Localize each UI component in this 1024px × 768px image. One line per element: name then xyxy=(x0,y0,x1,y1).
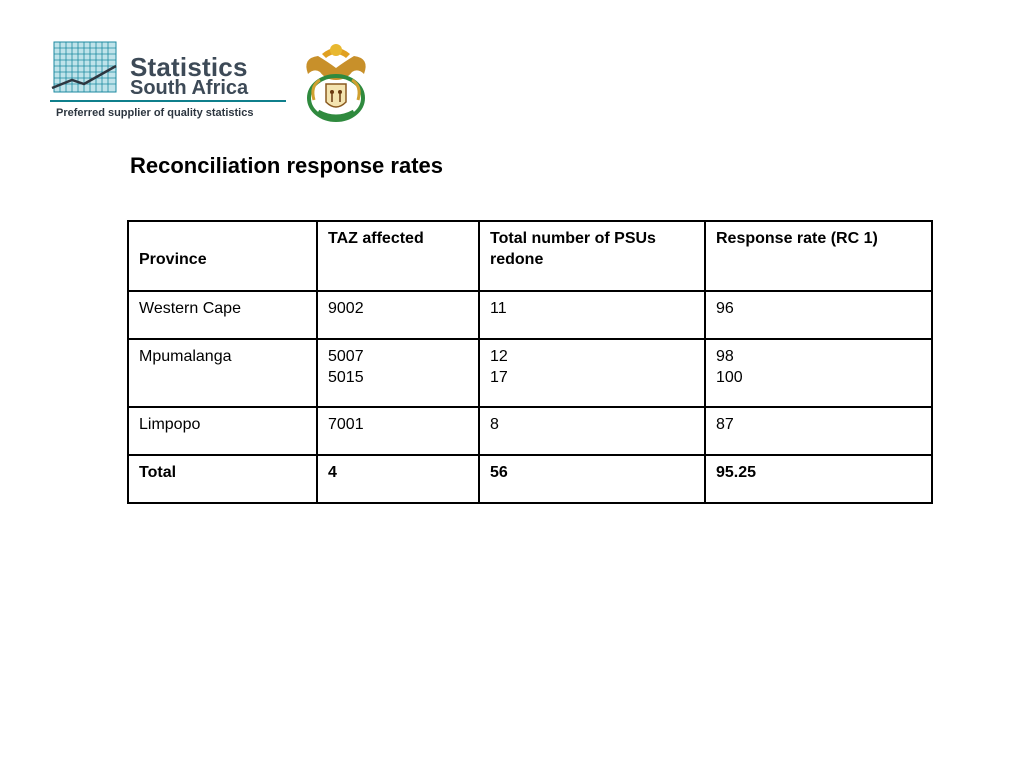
cell-total-taz: 4 xyxy=(317,455,479,503)
cell-taz xyxy=(317,339,479,407)
coat-of-arms-icon xyxy=(300,40,372,122)
cell-psus: 8 xyxy=(479,407,705,455)
cell-value: 100 xyxy=(716,369,743,386)
table-header-row xyxy=(128,221,932,291)
org-name-line2: South Africa xyxy=(130,77,249,99)
cell-rate xyxy=(705,339,932,407)
column-header-psus: Total number of PSUs redone xyxy=(479,221,705,291)
cell-rate: 87 xyxy=(705,407,932,455)
cell-province: Western Cape xyxy=(128,291,317,339)
cell-rate: 96 xyxy=(705,291,932,339)
column-header-rate: Response rate (RC 1) xyxy=(705,221,932,291)
response-rates-table xyxy=(127,220,933,504)
cell-taz: 7001 xyxy=(317,407,479,455)
cell-value: 12 xyxy=(490,348,508,365)
statssa-logo xyxy=(50,40,290,122)
table-total-row xyxy=(128,455,932,503)
table-row xyxy=(128,407,932,455)
cell-value: 17 xyxy=(490,369,508,386)
cell-taz: 9002 xyxy=(317,291,479,339)
cell-total-label: Total xyxy=(128,455,317,503)
table-row xyxy=(128,291,932,339)
brand-tagline: Preferred supplier of quality statistics xyxy=(56,107,254,119)
org-name-line1: Statistics xyxy=(130,52,248,82)
cell-value: 5007 xyxy=(328,348,364,365)
statssa-grid-logo-icon xyxy=(50,40,120,96)
cell-province: Mpumalanga xyxy=(128,339,317,407)
cell-total-psus: 56 xyxy=(479,455,705,503)
cell-value: 5015 xyxy=(328,369,364,386)
column-header-province: Province xyxy=(128,221,317,291)
cell-province: Limpopo xyxy=(128,407,317,455)
cell-psus: 11 xyxy=(479,291,705,339)
table-row xyxy=(128,339,932,407)
cell-psus xyxy=(479,339,705,407)
cell-total-rate: 95.25 xyxy=(705,455,932,503)
column-header-taz: TAZ affected xyxy=(317,221,479,291)
page-title: Reconciliation response rates xyxy=(130,153,443,178)
cell-value: 98 xyxy=(716,348,734,365)
brand-divider xyxy=(50,100,286,102)
